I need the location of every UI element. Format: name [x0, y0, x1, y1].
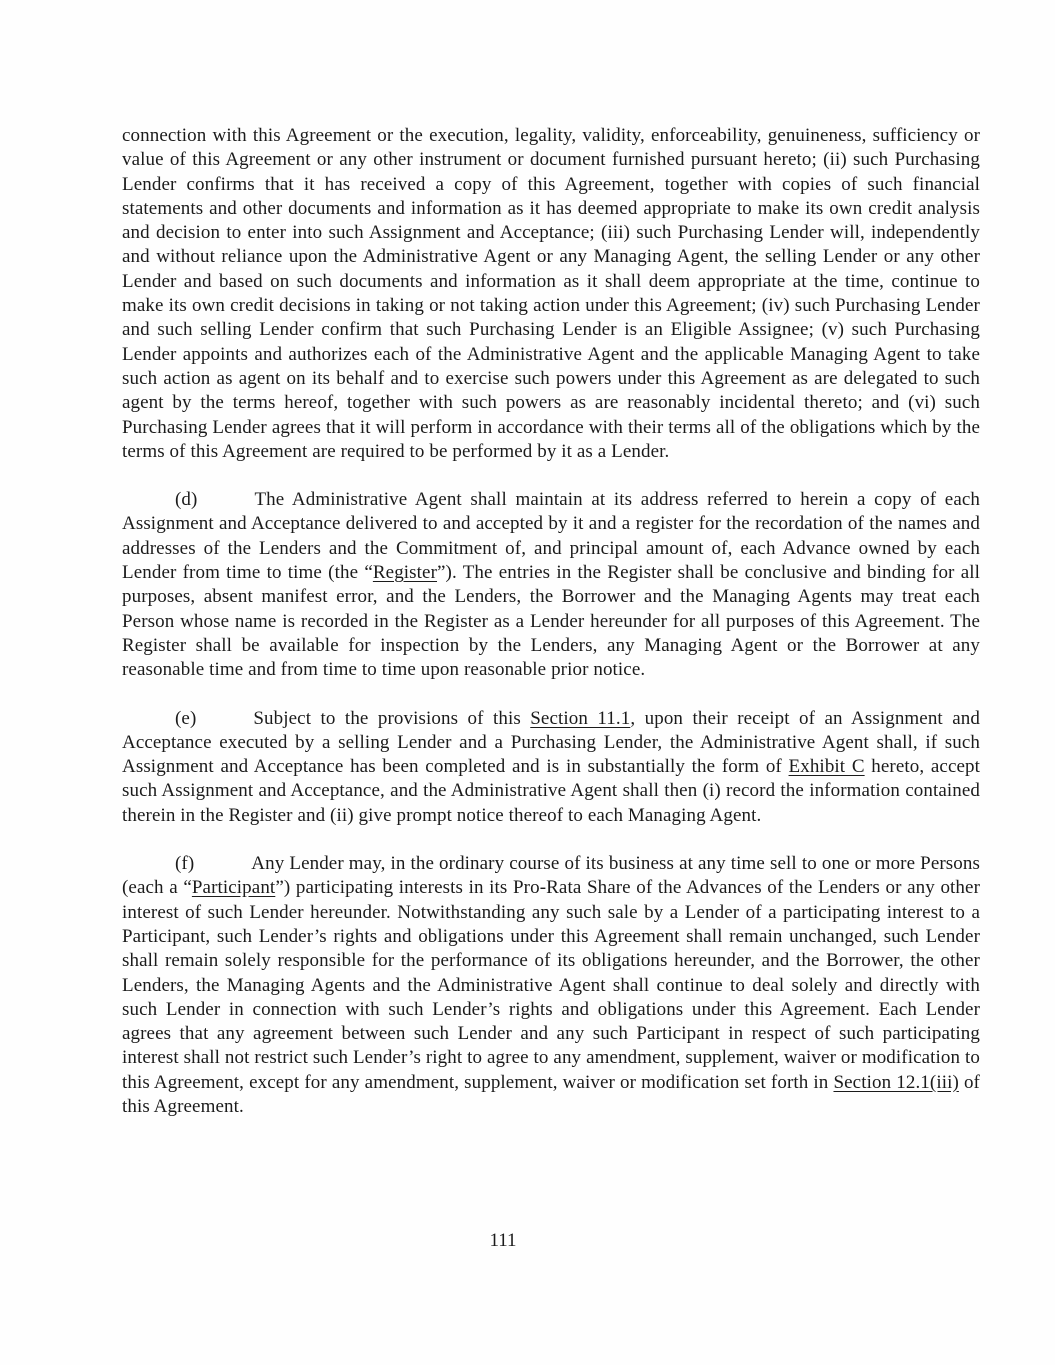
paragraph: [122, 124, 980, 464]
paragraph-label: (e): [175, 707, 197, 729]
text-segment: Subject to the provisions of this: [253, 707, 531, 729]
text-segment: ”). The entries in the Register shall be conclusive and binding for all purposes, absent manifest error, and the Lenders, the Borrower and the Managing Agents may treat each Person whose name is recorded in the Register as a Lender hereunder for all purposes of this Agreement. The Register shall be available for inspection by the Lenders, any Managing Agent or the Borrower at any reasonable time and from time to time upon reasonable prior notice.: [122, 562, 981, 681]
page-number: 111: [489, 1230, 517, 1251]
text-segment: Any Lender may, in the ordinary course of its business at any time sell to one or more Persons (each a “: [122, 853, 980, 899]
document-body: [122, 124, 980, 1143]
paragraph-label: (d): [175, 489, 198, 511]
text-segment: hereto, accept such Assignment and Acceptance, and the Administrative Agent shall then (i) record the information contained therein in the Register and (ii) give prompt notice thereof to each Managing Agent.: [122, 756, 981, 826]
paragraph: [122, 852, 980, 1119]
text-segment: connection with this Agreement or the execution, legality, validity, enforceability, genuineness, sufficiency or value of this Agreement or any other instrument or document furnished pursuant hereto; (ii) such Purchasing Lender confirms that it has received a copy of this Agreement, together with copies of such financial statements and other documents and information as it has deemed appropriate to make its own credit analysis and decision to enter into such Assignment and Acceptance; (iii) such Purchasing Lender will, independently and without reliance upon the Administrative Agent or any Managing Agent, the selling Lender or any other Lender and based on such documents and information as it shall deem appropriate at the time, continue to make its own credit decisions in taking or not taking action under this Agreement; (iv) such Purchasing Lender and such selling Lender confirm that such Purchasing Lender is an Eligible Assignee; (v) such Purchasing Lender appoints and authorizes each of the Administrative Agent and the applicable Managing Agent to take such action as agent on its behalf and to exercise such powers under this Agreement as are delegated to such agent by the terms hereof, together with such powers as are reasonably incidental thereto; and (vi) such Purchasing Lender agrees that it will perform in accordance with their terms all of the obligations which by the terms of this Agreement are required to be performed by it as a Lender.: [122, 125, 980, 462]
paragraph: [122, 488, 980, 682]
underlined-reference: Exhibit C: [788, 756, 865, 778]
underlined-reference: Participant: [191, 877, 276, 899]
text-segment: , upon their receipt of an Assignment and Acceptance executed by a selling Lender and a Purchasing Lender, the Administrative Agent shall, if such Assignment and Acceptance has been completed and is in substantially the form of: [122, 707, 980, 778]
underlined-reference: Register: [372, 562, 438, 584]
text-segment: The Administrative Agent shall maintain at its address referred to herein a copy of each Assignment and Acceptance delivered to and accepted by it and a register for the recordation of the names and addresses of the Lenders and the Commitment of, and principal amount of, each Advance owned by each Lender from time to time (the “: [122, 489, 980, 584]
paragraph: [122, 707, 980, 828]
underlined-reference: Section 12.1(iii): [833, 1071, 959, 1093]
text-segment: ”) participating interests in its Pro-Rata Share of the Advances of the Lenders or any other interest of such Lender hereunder. Notwithstanding any such sale by a Lender of a participating interest to a Participant, such Lender’s rights and obligations under this Agreement shall remain unchanged, such Lender shall remain solely responsible for the performance of its obligations hereunder, and the Borrower, the other Lenders, the Managing Agents and the Administrative Agent shall continue to deal solely and directly with such Lender in connection with such Lender’s rights and obligations under this Agreement. Each Lender agrees that any agreement between such Lender and any such Participant in respect of such participating interest shall not restrict such Lender’s right to agree to any amendment, supplement, waiver or modification to this Agreement, except for any amendment, supplement, waiver or modification set forth in: [122, 877, 980, 1093]
underlined-reference: Section 11.1: [530, 707, 631, 729]
text-segment: of this Agreement.: [122, 1071, 980, 1117]
paragraph-label: (f): [175, 853, 195, 875]
